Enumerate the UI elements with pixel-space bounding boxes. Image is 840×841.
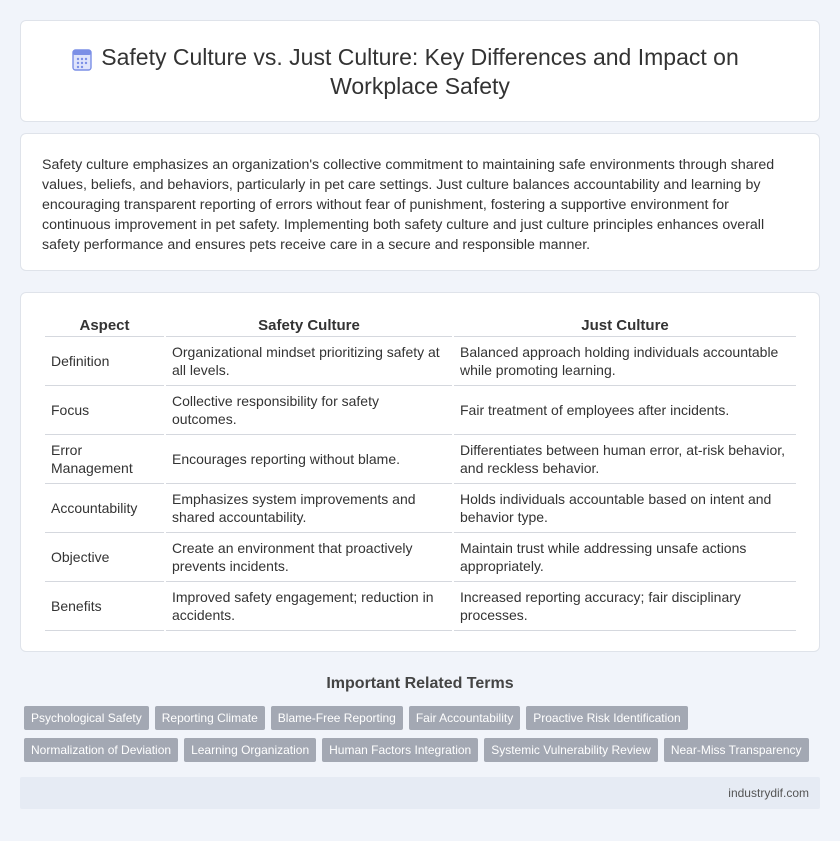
related-term-tag[interactable]: Proactive Risk Identification: [526, 706, 687, 730]
table-row: [45, 484, 796, 533]
cell-just-culture: Fair treatment of employees after incidents.: [454, 386, 796, 435]
comparison-card: [20, 292, 820, 652]
related-term-tag[interactable]: Reporting Climate: [155, 706, 265, 730]
table-row: [45, 533, 796, 582]
table-row: [45, 582, 796, 631]
intro-card: [20, 133, 820, 271]
cell-aspect: Objective: [45, 533, 164, 582]
related-term-tag[interactable]: Fair Accountability: [409, 706, 520, 730]
related-term-tag[interactable]: Normalization of Deviation: [24, 738, 178, 762]
related-terms-heading: Important Related Terms: [326, 675, 514, 692]
cell-just-culture: Differentiates between human error, at-risk behavior, and reckless behavior.: [454, 435, 796, 484]
intro-paragraph: Safety culture emphasizes an organization's collective commitment to maintaining safe environments through shared values, beliefs, and behaviors, particularly in pet care settings. Just culture balances accountability and learning by encouraging transparent reporting of errors without fear of punishment, fostering a supportive environment for continuous improvement in pet safety. Implementing both safety culture and just culture principles enhances overall safety performance and ensures pets receive care in a secure and responsible manner.: [42, 157, 775, 253]
table-row: [45, 337, 796, 386]
cell-just-culture: Increased reporting accuracy; fair disciplinary processes.: [454, 582, 796, 631]
cell-aspect: Accountability: [45, 484, 164, 533]
cell-aspect: Definition: [45, 337, 164, 386]
cell-safety-culture: Create an environment that proactively prevents incidents.: [166, 533, 452, 582]
cell-safety-culture: Encourages reporting without blame.: [166, 435, 452, 484]
table-header-row: [45, 315, 796, 337]
comparison-table: [43, 315, 798, 631]
cell-just-culture: Balanced approach holding individuals accountable while promoting learning.: [454, 337, 796, 386]
cell-safety-culture: Emphasizes system improvements and shared accountability.: [166, 484, 452, 533]
related-term-tag[interactable]: Psychological Safety: [24, 706, 149, 730]
footer-site-name[interactable]: industrydif.com: [728, 786, 809, 800]
related-term-tag[interactable]: Systemic Vulnerability Review: [484, 738, 658, 762]
related-terms-row-2: [24, 738, 824, 762]
column-header-aspect: Aspect: [45, 315, 164, 337]
page-title: Safety Culture vs. Just Culture: Key Differences and Impact on Workplace Safety: [101, 44, 739, 99]
table-row: [45, 386, 796, 435]
cell-aspect: Focus: [45, 386, 164, 435]
cell-just-culture: Maintain trust while addressing unsafe actions appropriately.: [454, 533, 796, 582]
cell-aspect: Benefits: [45, 582, 164, 631]
footer-bar: [20, 777, 820, 809]
related-term-tag[interactable]: Blame-Free Reporting: [271, 706, 403, 730]
cell-aspect: Error Management: [45, 435, 164, 484]
cell-safety-culture: Collective responsibility for safety outcomes.: [166, 386, 452, 435]
cell-safety-culture: Organizational mindset prioritizing safety at all levels.: [166, 337, 452, 386]
related-terms-row-1: [24, 706, 824, 730]
related-term-tag[interactable]: Human Factors Integration: [322, 738, 478, 762]
table-row: [45, 435, 796, 484]
column-header-safety-culture: Safety Culture: [166, 315, 452, 337]
header-card: [20, 20, 820, 122]
cell-safety-culture: Improved safety engagement; reduction in accidents.: [166, 582, 452, 631]
related-term-tag[interactable]: Learning Organization: [184, 738, 316, 762]
related-term-tag[interactable]: Near-Miss Transparency: [664, 738, 809, 762]
column-header-just-culture: Just Culture: [454, 315, 796, 337]
cell-just-culture: Holds individuals accountable based on intent and behavior type.: [454, 484, 796, 533]
